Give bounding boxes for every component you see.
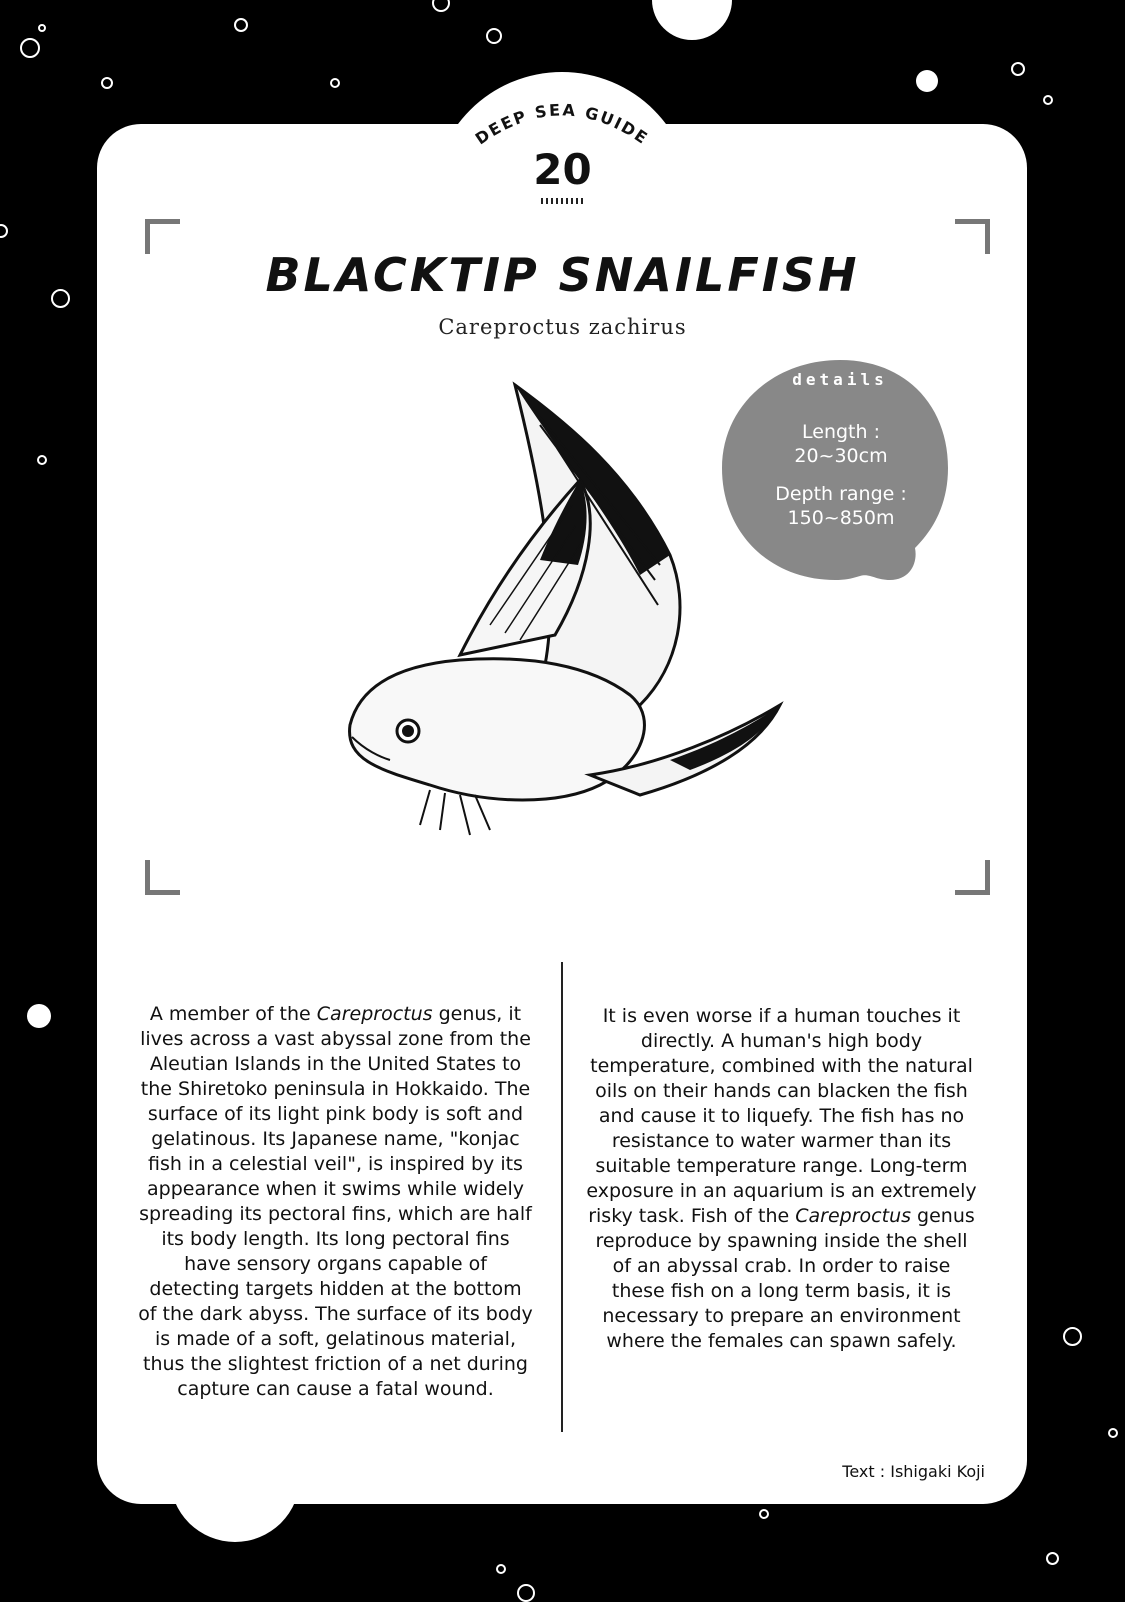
bubble bbox=[20, 38, 40, 58]
col1-text-start: A member of the bbox=[149, 1003, 317, 1025]
bubble bbox=[517, 1584, 535, 1602]
bubble bbox=[234, 18, 248, 32]
bubble bbox=[37, 455, 47, 465]
guide-label bbox=[462, 92, 662, 152]
depth-label: Depth range : bbox=[775, 483, 907, 505]
bubble bbox=[916, 70, 938, 92]
bubble bbox=[38, 24, 46, 32]
length-label: Length : bbox=[802, 421, 880, 443]
bubble bbox=[27, 1004, 51, 1028]
card-bottom-bump bbox=[170, 1460, 300, 1542]
bubble bbox=[51, 289, 70, 308]
frame-corner-bottom-left bbox=[145, 860, 180, 895]
text-credit: Text : Ishigaki Koji bbox=[842, 1462, 985, 1481]
details-label: details bbox=[792, 370, 888, 389]
col2-text-start: It is even worse if a human touches it directly. A human's high body temperature, combined with the natural oils on their hands can blacken the fish and cause it to liquefy. The fish has no resistance to water warmer than its suitable temperature range. Long-term exposure in an aquarium is an extremely risky task. Fish of the bbox=[586, 1005, 977, 1227]
bubble bbox=[1046, 1552, 1059, 1565]
svg-text:DEEP SEA GUIDE: DEEP SEA GUIDE bbox=[471, 100, 653, 149]
length-value: 20~30cm bbox=[794, 445, 888, 467]
number-ticks bbox=[541, 198, 586, 204]
guide-number: 20 bbox=[533, 145, 592, 194]
bubble bbox=[496, 1564, 506, 1574]
bubble bbox=[432, 0, 450, 12]
bubble bbox=[330, 78, 340, 88]
col1-genus: Careproctus bbox=[316, 1003, 433, 1025]
bubble bbox=[0, 224, 8, 238]
description-column-right bbox=[584, 1004, 979, 1354]
bubble bbox=[1063, 1327, 1082, 1346]
details-badge bbox=[720, 358, 960, 598]
bubble bbox=[759, 1509, 769, 1519]
bubble-large bbox=[652, 0, 732, 40]
page-title: BLACKTIP SNAILFISH bbox=[265, 248, 860, 302]
frame-corner-top-left bbox=[145, 219, 180, 254]
col2-genus: Careproctus bbox=[795, 1205, 912, 1227]
frame-corner-top-right bbox=[955, 219, 990, 254]
frame-corner-bottom-right bbox=[955, 860, 990, 895]
bubble bbox=[1043, 95, 1053, 105]
description-column-left bbox=[138, 1002, 533, 1402]
depth-value: 150~850m bbox=[787, 507, 895, 529]
length-detail bbox=[731, 420, 951, 468]
column-divider bbox=[561, 962, 563, 1432]
bubble bbox=[486, 28, 502, 44]
bubble bbox=[1011, 62, 1025, 76]
bubble bbox=[1108, 1428, 1118, 1438]
depth-detail bbox=[731, 482, 951, 530]
scientific-name: Careproctus zachirus bbox=[438, 315, 687, 339]
col2-text-end: genus reproduce by spawning inside the shell of an abyssal crab. In order to raise these fish on a long term basis, it is necessary to prepare an environment where the females can spawn safely. bbox=[595, 1205, 975, 1352]
col1-text-end: genus, it lives across a vast abyssal zone from the Aleutian Islands in the United States to the Shiretoko peninsula in Hokkaido. The surface of its light pink body is soft and gelatinous. Its Japanese name, "konjac fish in a celestial veil", is inspired by its appearance when it swims while widely spreading its pectoral fins, which are half its body length. Its long pectoral fins have sensory organs capable of detecting targets hidden at the bottom of the dark abyss. The surface of its body is made of a soft, gelatinous material, thus the slightest friction of a net during capture can cause a fatal wound. bbox=[138, 1003, 533, 1400]
bubble bbox=[101, 77, 113, 89]
